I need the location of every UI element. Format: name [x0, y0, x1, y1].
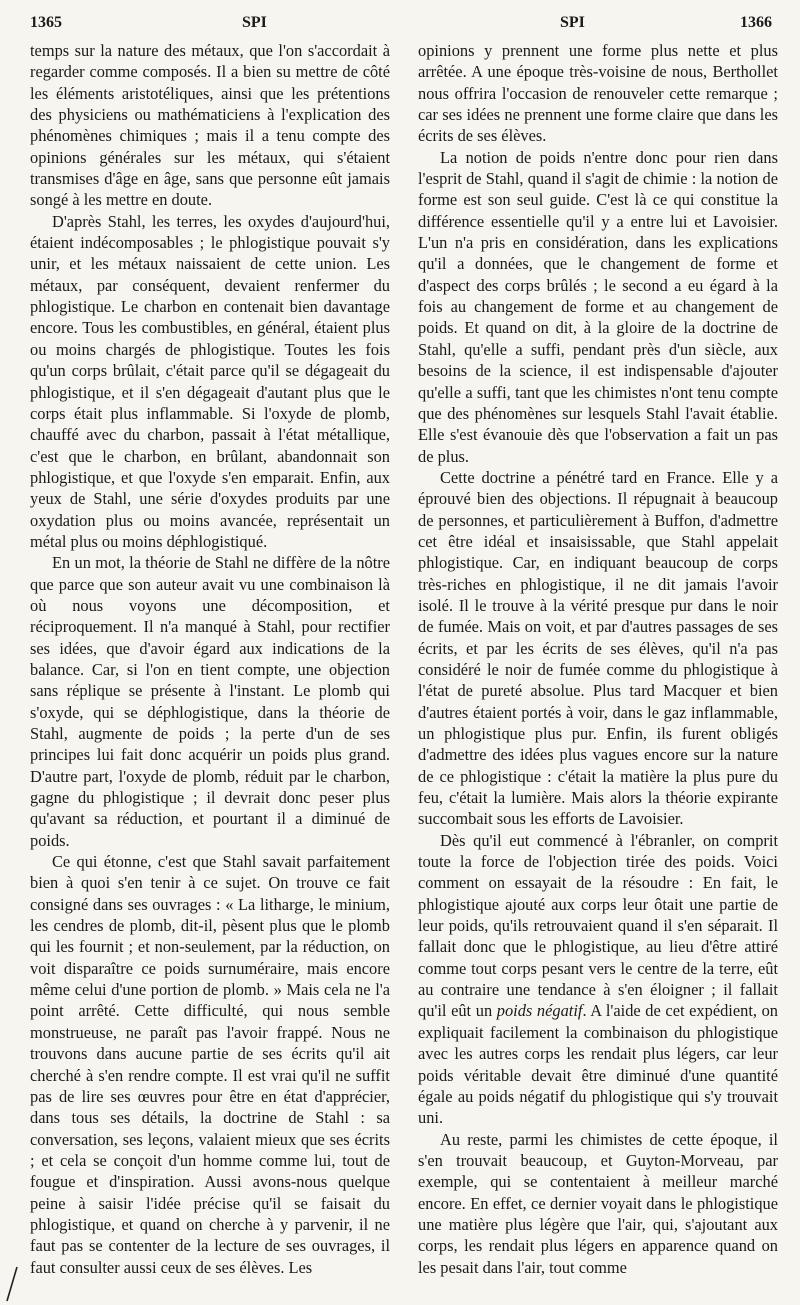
paragraph: La notion de poids n'entre donc pour rien dans l'esprit de Stahl, quand il s'agit de chimie : la notion de forme est son seul guide. C'est là ce qui constitue la différence essentielle qu'il y a entre lui et Lavoisier. L'un n'a pris en considération, dans les explications qu'il a données, que le changement de forme et d'aspect des corps brûlés ; le second a eu égard à la fois au changement de forme et au changement de poids. Et quand on dit, à la gloire de la doctrine de Stahl, qu'elle a suffi, pendant près d'un siècle, aux besoins de la science, il est indispensable d'ajouter qu'elle a suffi, tant que les chimistes n'ont tenu compte que des phénomènes sur lesquels Stahl l'avait établie. Elle s'est évanouie dès que l'observation a fait un pas de plus. — [418, 147, 778, 466]
left-column — [30, 40, 390, 1278]
right-running-head: SPI — [560, 14, 585, 31]
running-header — [30, 14, 772, 36]
paragraph: D'après Stahl, les terres, les oxydes d'aujourd'hui, étaient indécomposables ; le phlogistique pouvait s'y unir, et les métaux naissaient de cette union. Les métaux, par conséquent, devaient renfermer du phlogistique. Le charbon en contenait bien davantage encore. Tous les combustibles, en général, étaient plus ou moins chargés de phlogistique. Toutes les fois qu'un corps brûlait, c'était parce qu'il se dégageait du phlogistique, et il s'en dégageait d'autant plus que le corps était plus inflammable. Si l'oxyde de plomb, chauffé avec du charbon, passait à l'état métallique, c'est que le charbon, en brûlant, abandonnait son phlogistique, et que l'oxyde s'en emparait. Enfin, aux yeux de Stahl, une série d'oxydes produits par une oxydation plus ou moins avancée, représentait un métal plus ou moins déphlogistiqué. — [30, 211, 390, 551]
paragraph: temps sur la nature des métaux, que l'on s'accordait à regarder comme composés. Il a bien su mettre de côté les éléments aristotéliques, ainsi que les prétentions des physiciens ou mathématiciens à l'explication des phénomènes chimiques ; mais il a tenu compte des opinions générales sur les métaux, qui s'étaient transmises d'âge en âge, sans que personne eût jamais songé à les mettre en doute. — [30, 41, 390, 210]
paragraph: Cette doctrine a pénétré tard en France. Elle y a éprouvé bien des objections. Il répugnait à beaucoup de personnes, et particulièrement à Buffon, d'admettre cet être idéal et insaisissable, que Stahl appelait phlogistique. Car, en indiquant beaucoup de corps très-riches en phlogistique, il ne dit jamais l'avoir isolé. Il le trouve à la vérité presque pur dans le noir de fumée. Mais on voit, et par d'autres passages de ses écrits, et par les écrits de ses élèves, qu'il n'a pas considéré le noir de fumée comme du phlogistique à l'état de pureté absolue. Plus tard Macquer et bien d'autres étaient portés à voir, dans le gaz inflammable, un phlogistique plus pur. Enfin, ils furent obligés d'admettre des idées plus vagues encore sur la nature de ce phlogistique : c'était la matière la plus pure du feu, c'était la lumière. Mais alors la théorie expirante succombait sous les efforts de Lavoisier. — [418, 467, 778, 829]
right-page-number: 1366 — [740, 14, 772, 31]
right-column — [418, 40, 778, 1278]
paragraph: Dès qu'il eut commencé à l'ébranler, on comprit toute la force de l'objection tirée des poids. Voici comment on essayait de la résoudre : En fait, le phlogistique ajouté aux corps leur ôtait une partie de leur poids, qu'ils retrouvaient quand il s'en séparait. Il fallait donc que le phlogistique, au lieu d'être attiré comme tout corps pesant vers le centre de la terre, eût au contraire une tendance à s'en éloigner ; il fallait qu'il eût un poids négatif. A l'aide de cet expédient, on expliquait facilement la combinaison du phlogistique avec les autres corps les rendait plus légers, car leur poids véritable devait être diminué d'une quantité égale au poids négatif du phlogistique qui s'y trouvait uni. — [418, 830, 778, 1128]
left-page-number: 1365 — [30, 14, 62, 31]
margin-pen-mark — [4, 1265, 20, 1303]
paragraph: En un mot, la théorie de Stahl ne diffère de la nôtre que parce que son auteur avait vu une combinaison là où nous voyons une décomposition, et réciproquement. Il n'a manqué à Stahl, pour rectifier ses idées, que d'avoir égard aux indications de la balance. Car, si l'on en tient compte, une objection sans réplique se présente à l'instant. Le plomb qui s'oxyde, qui se déphlogistique, dans la théorie de Stahl, augmente de poids ; la perte d'un de ses principes lui fait donc acquérir un poids plus grand. D'autre part, l'oxyde de plomb, réduit par le charbon, gagne du phlogistique ; il devrait donc peser plus qu'avant sa réduction, et pourtant il a diminué de poids. — [30, 553, 390, 850]
paragraph: opinions y prennent une forme plus nette et plus arrêtée. A une époque très-voisine de nous, Berthollet nous offrira l'occasion de renouveler cette remarque ; car ses idées ne prennent une forme claire que dans les écrits de ses élèves. — [418, 41, 778, 146]
paragraph: Au reste, parmi les chimistes de cette époque, il s'en trouvait beaucoup, et Guyton-Morveau, par exemple, qui se contentaient à meilleur marché encore. En effet, ce dernier voyait dans le phlogistique une matière plus légère que l'air, qui, s'ajoutant aux corps, les rendait plus légers en apparence quand on les pesait dans l'air, tout comme — [418, 1129, 778, 1277]
paragraph: Ce qui étonne, c'est que Stahl savait parfaitement bien à quoi s'en tenir à ce sujet. On trouve ce fait consigné dans ses ouvrages : « La litharge, le minium, les cendres de plomb, dit-il, pèsent plus que le plomb qui les fournit ; et non-seulement, par la réduction, on voit disparaître ce poids surnuméraire, mais encore même celui d'une portion de plomb. » Mais cela ne l'a point arrêté. Cette difficulté, qui nous semble monstrueuse, ne paraît pas l'avoir frappé. Nous ne trouvons dans aucune partie de ses écrits qu'il ait cherché à s'en rendre compte. Il est vrai qu'il ne suffit pas de lire ses œuvres pour être en état d'apprécier, dans tous ses détails, la doctrine de Stahl : sa conversation, ses leçons, valaient mieux que ses écrits ; et cela se conçoit d'un homme comme lui, tout de fougue et d'inspiration. Aussi avons-nous quelque peine à saisir l'idée précise qu'il se faisait du phlogistique, et quand on cherche à y parvenir, il ne faut pas se contenter de la lecture de ses ouvrages, il faut consulter aussi ceux de ses élèves. Les — [30, 852, 390, 1277]
left-running-head: SPI — [242, 14, 267, 31]
